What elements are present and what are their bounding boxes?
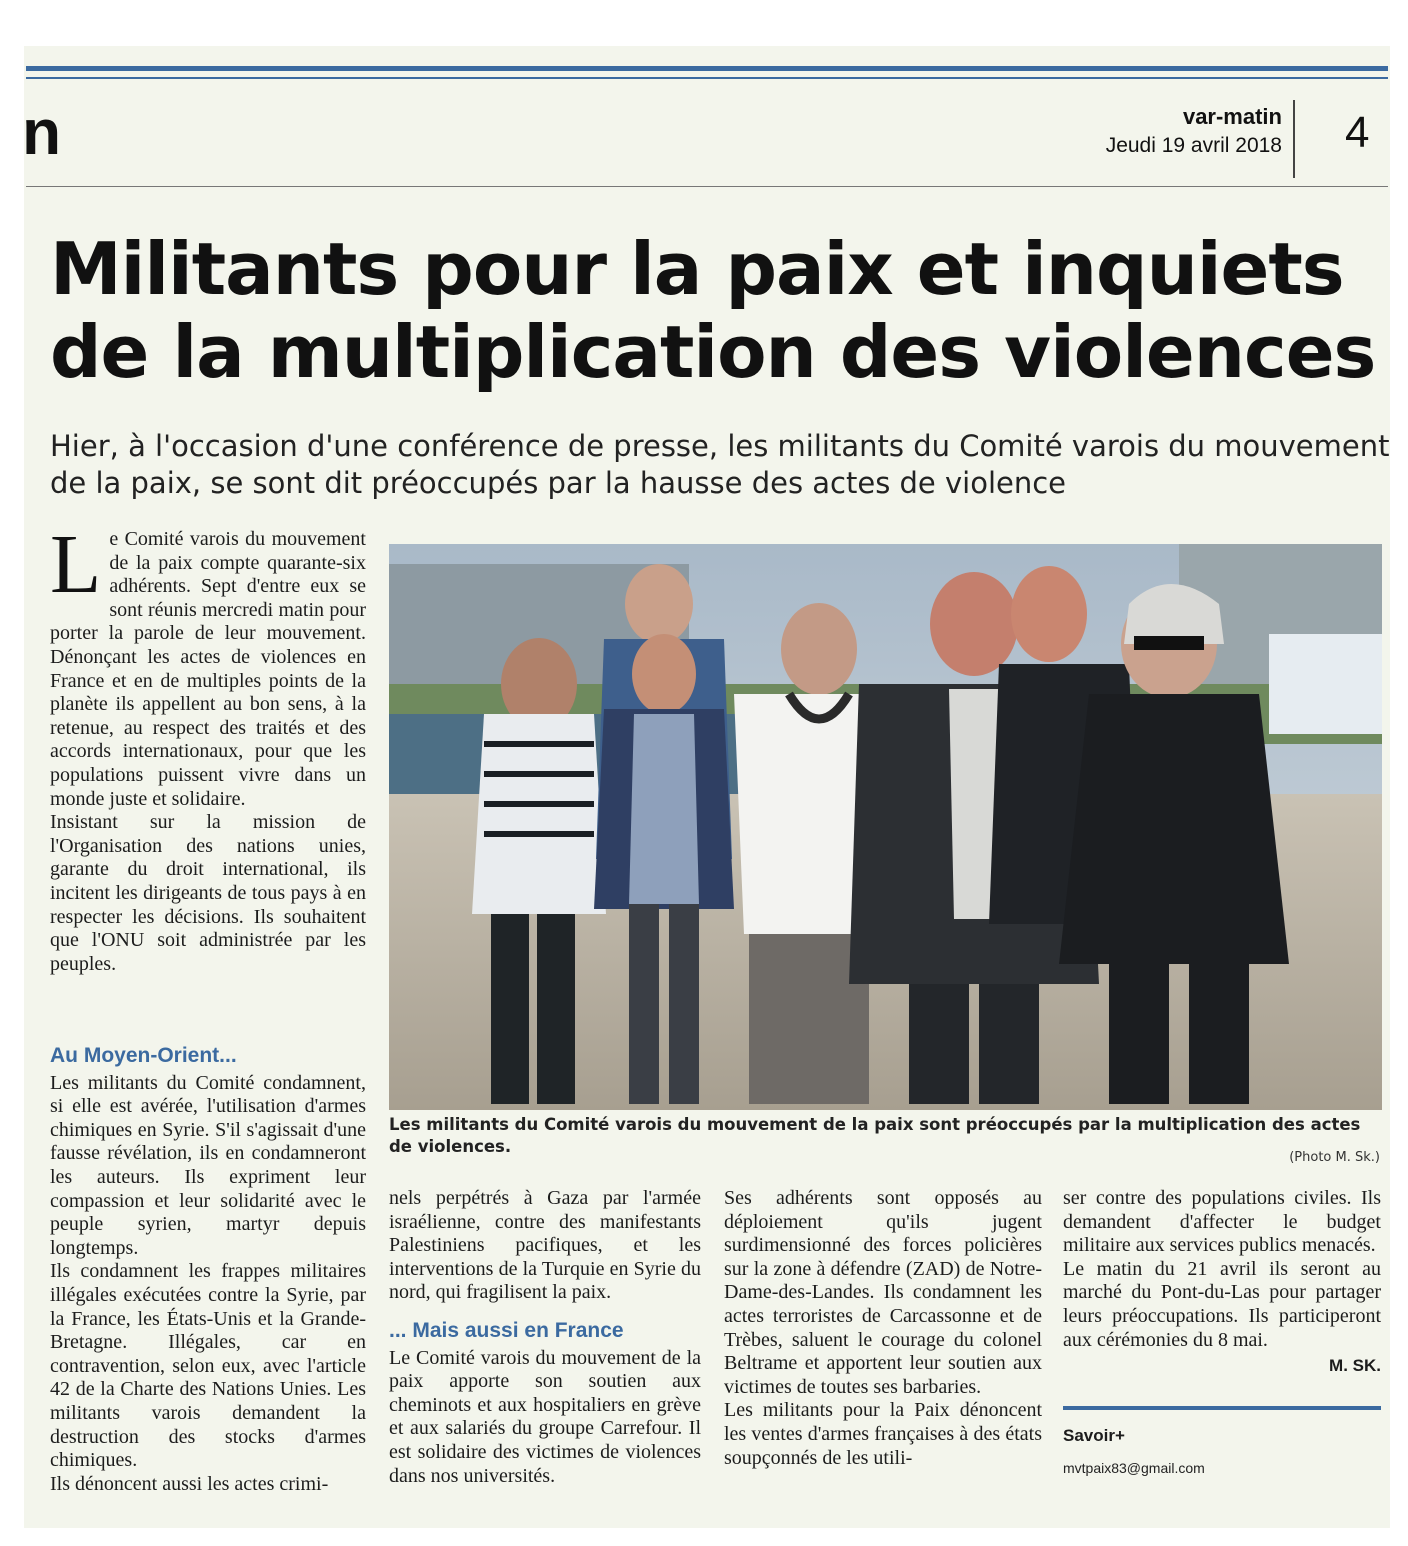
contact-email: mvtpaix83@gmail.com bbox=[1063, 1460, 1205, 1477]
header-divider bbox=[1293, 100, 1295, 178]
headline: Militants pour la paix et inquiets de la multiplication des violences bbox=[50, 227, 1376, 394]
column-3 bbox=[724, 1187, 1042, 1470]
publication-name: var-matin bbox=[1182, 104, 1282, 129]
intro-paragraph-2: Insistant sur la mission de l'Organisation des nations unies, garante du droit international, ils incitent les dirigeants de tous pays à en respecter les décisions. Ils souhaitent que l'ONU soit administrée par les peuples. bbox=[50, 811, 366, 975]
column-1-lower bbox=[50, 1030, 366, 1496]
paragraph: Ils dénoncent aussi les actes crimi- bbox=[50, 1472, 329, 1495]
paragraph: Ils condamnent les frappes militaires illégales exécutées contre la Syrie, par la France, les États-Unis et la Grande-Bretagne. Illégales, car en contravention, selon eux, avec l'article 42 de la Charte des Nations Unies. Les militants varois demandent la destruction des stocks d'armes chimiques. bbox=[50, 1260, 366, 1472]
paragraph: Les militants pour la Paix dénoncent les ventes d'armes françaises à des états soupçonnés de les utili- bbox=[724, 1399, 1042, 1469]
group-photo bbox=[389, 544, 1382, 1110]
page-number: 4 bbox=[1345, 108, 1370, 157]
savoir-plus-title: Savoir+ bbox=[1063, 1425, 1125, 1445]
top-rule bbox=[26, 66, 1388, 71]
photo-caption: Les militants du Comité varois du mouvement de la paix sont préoccupés par la multiplication des actes de violences. bbox=[389, 1115, 1361, 1156]
paragraph: nels perpétrés à Gaza par l'armée israélienne, contre des manifestants Palestiniens pacifiques, et les interventions de la Turquie en Syrie du nord, qui fragilisent la paix. bbox=[389, 1187, 701, 1304]
masthead bbox=[1106, 104, 1282, 158]
column-4 bbox=[1063, 1187, 1381, 1481]
top-rule-thin bbox=[26, 77, 1388, 79]
author-signature: M. SK. bbox=[1329, 1356, 1381, 1376]
column-1 bbox=[50, 518, 366, 976]
paragraph: Le Comité varois du mouvement de la paix apporte son soutien aux cheminots et aux hospitaliers en grève et aux salariés du groupe Carrefour. Il est solidaire des victimes de violences dans nos universités. bbox=[389, 1346, 701, 1487]
publication-date: Jeudi 19 avril 2018 bbox=[1105, 134, 1282, 157]
intro-paragraph: e Comité varois du mouvement de la paix compte quarante-six adhérents. Sept d'entre eux se sont réunis mercredi matin pour porter la parole de leur mouvement. Dénonçant les actes de violences en France et en de multiples points de la planète ils appellent au bon sens, à la retenue, au respect des traités et des accords internationaux, pour que les populations puissent vivre dans un monde juste et solidaire. bbox=[50, 528, 366, 810]
header-rule bbox=[26, 186, 1388, 187]
paragraph: Ses adhérents sont opposés au déploiement qu'ils jugent surdimensionné des forces policières sur la zone à défendre (ZAD) de Notre-Dame-des-Landes. Ils condamnent les actes terroristes de Carcassonne et de Trèbes, saluent le courage du colonel Beltrame et apportent leur soutien aux victimes de toutes ses barbaries. bbox=[724, 1187, 1042, 1398]
savoir-rule bbox=[1063, 1406, 1381, 1410]
paragraph: Le matin du 21 avril ils seront au marché du Pont-du-Las pour partager leurs préoccupations. Ils participeront aux cérémonies du 8 mai. bbox=[1063, 1257, 1381, 1351]
column-2 bbox=[389, 1187, 701, 1488]
subheadline: Hier, à l'occasion d'une conférence de presse, les militants du Comité varois du mouvement de la paix, se sont dit préoccupés par la hausse des actes de violence bbox=[50, 429, 1390, 500]
section-heading-middle-east: Au Moyen-Orient... bbox=[50, 1044, 237, 1067]
section-heading-france: ... Mais aussi en France bbox=[389, 1318, 624, 1342]
section-glyph: n bbox=[22, 96, 62, 168]
paragraph: Les militants du Comité condamnent, si elle est avérée, l'utilisation d'armes chimiques en Syrie. S'il s'agissait d'une fausse révélation, ils en condamneront les auteurs. Ils expriment leur compassion et leur solidarité avec le peuple syrien, martyr depuis longtemps. bbox=[50, 1071, 366, 1259]
photo-credit: (Photo M. Sk.) bbox=[1289, 1150, 1380, 1165]
dropcap: L bbox=[50, 518, 102, 611]
paragraph: ser contre des populations civiles. Ils demandent d'affecter le budget militaire aux services publics menacés. bbox=[1063, 1187, 1381, 1257]
